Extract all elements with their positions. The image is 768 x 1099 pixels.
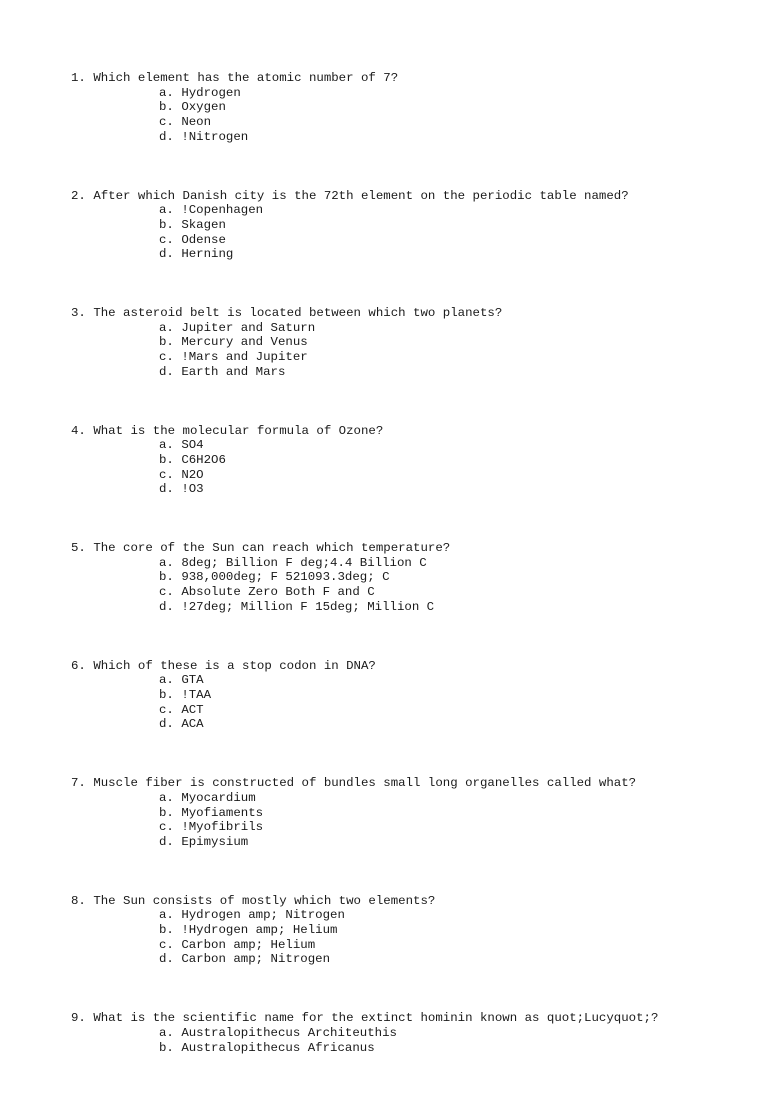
option-text: Neon [181, 115, 212, 130]
option-letter: a. [159, 438, 174, 453]
option-text: Carbon amp; Nitrogen [181, 952, 331, 967]
option-text: !Nitrogen [181, 129, 249, 144]
option-text: 8deg; Billion F deg;4.4 Billion C [181, 555, 427, 570]
answer-option [159, 570, 768, 585]
option-letter: a. [159, 203, 174, 218]
option-letter: b. [159, 217, 174, 232]
option-letter: b. [159, 923, 174, 938]
answer-option [159, 130, 768, 145]
answer-option [159, 717, 768, 732]
option-letter: d. [159, 364, 174, 379]
option-letter: c. [159, 585, 174, 600]
question-number: 5. [71, 541, 86, 556]
question-number: 2. [71, 188, 86, 203]
question-text [71, 776, 768, 791]
answer-option [159, 365, 768, 380]
option-letter: b. [159, 100, 174, 115]
option-letter: c. [159, 820, 174, 835]
option-text: Oxygen [181, 100, 226, 115]
question-text [71, 424, 768, 439]
option-text: Hydrogen [181, 85, 241, 100]
question-9 [0, 1011, 768, 1055]
option-text: 938,000deg; F 521093.3deg; C [181, 570, 390, 585]
answer-option [159, 468, 768, 483]
answer-option [159, 556, 768, 571]
option-text: Australopithecus Architeuthis [181, 1025, 397, 1040]
answer-option [159, 247, 768, 262]
option-letter: d. [159, 599, 174, 614]
question-text [71, 189, 768, 204]
question-number: 3. [71, 306, 86, 321]
question-number: 7. [71, 776, 86, 791]
question-number: 1. [71, 71, 86, 85]
answer-option [159, 923, 768, 938]
question-text [71, 541, 768, 556]
option-text: Earth and Mars [181, 364, 286, 379]
answer-option [159, 806, 768, 821]
question-prompt: The Sun consists of mostly which two elements? [93, 893, 436, 908]
answer-option [159, 335, 768, 350]
question-3 [0, 306, 768, 380]
option-text: Epimysium [181, 834, 249, 849]
question-text [71, 71, 768, 86]
option-text: Absolute Zero Both F and C [181, 585, 375, 600]
option-text: ACT [181, 702, 204, 717]
question-text [71, 894, 768, 909]
answer-option [159, 321, 768, 336]
option-text: ACA [181, 717, 204, 732]
answer-option [159, 820, 768, 835]
question-prompt: Which of these is a stop codon in DNA? [93, 658, 376, 673]
option-letter: d. [159, 247, 174, 262]
option-letter: c. [159, 232, 174, 247]
option-text: N2O [181, 467, 204, 482]
option-letter: b. [159, 570, 174, 585]
question-prompt: The core of the Sun can reach which temperature? [93, 541, 451, 556]
option-text: Jupiter and Saturn [181, 320, 316, 335]
option-text: Carbon amp; Helium [181, 937, 316, 952]
option-letter: d. [159, 717, 174, 732]
option-text: Myocardium [181, 790, 256, 805]
option-text: !Hydrogen amp; Helium [181, 923, 338, 938]
option-letter: a. [159, 908, 174, 923]
question-6 [0, 659, 768, 733]
option-text: !Myofibrils [181, 820, 264, 835]
answer-option [159, 453, 768, 468]
quiz-page [0, 71, 768, 1099]
answer-option [159, 600, 768, 615]
option-text: Mercury and Venus [181, 335, 308, 350]
option-letter: c. [159, 702, 174, 717]
option-text: Hydrogen amp; Nitrogen [181, 908, 345, 923]
answer-option [159, 952, 768, 967]
answer-option [159, 233, 768, 248]
question-8 [0, 894, 768, 968]
question-7 [0, 776, 768, 850]
option-letter: d. [159, 482, 174, 497]
answer-option [159, 585, 768, 600]
answer-option [159, 688, 768, 703]
option-text: !TAA [181, 687, 212, 702]
answer-option [159, 86, 768, 101]
option-letter: b. [159, 805, 174, 820]
option-letter: b. [159, 1040, 174, 1055]
option-text: GTA [181, 673, 204, 688]
question-prompt: Which element has the atomic number of 7? [93, 71, 399, 85]
option-text: !Copenhagen [181, 203, 264, 218]
option-letter: a. [159, 555, 174, 570]
option-text: Australopithecus Africanus [181, 1040, 375, 1055]
answer-option [159, 791, 768, 806]
question-4 [0, 424, 768, 498]
option-letter: b. [159, 452, 174, 467]
question-text [71, 659, 768, 674]
option-text: Skagen [181, 217, 226, 232]
answer-option [159, 1041, 768, 1056]
option-letter: c. [159, 115, 174, 130]
answer-option [159, 835, 768, 850]
option-letter: c. [159, 937, 174, 952]
answer-option [159, 908, 768, 923]
question-prompt: What is the molecular formula of Ozone? [93, 423, 384, 438]
question-number: 9. [71, 1011, 86, 1026]
option-text: !O3 [181, 482, 204, 497]
option-letter: c. [159, 350, 174, 365]
question-prompt: Muscle fiber is constructed of bundles small long organelles called what? [93, 776, 637, 791]
option-text: Myofiaments [181, 805, 264, 820]
question-number: 4. [71, 423, 86, 438]
answer-option [159, 115, 768, 130]
option-text: Herning [181, 247, 234, 262]
answer-option [159, 100, 768, 115]
answer-option [159, 203, 768, 218]
answer-option [159, 938, 768, 953]
option-letter: a. [159, 320, 174, 335]
option-letter: d. [159, 834, 174, 849]
option-letter: a. [159, 85, 174, 100]
option-letter: b. [159, 335, 174, 350]
option-text: C6H2O6 [181, 452, 226, 467]
option-letter: c. [159, 467, 174, 482]
option-letter: d. [159, 129, 174, 144]
answer-option [159, 703, 768, 718]
question-prompt: The asteroid belt is located between which two planets? [93, 306, 503, 321]
question-prompt: After which Danish city is the 72th element on the periodic table named? [93, 188, 629, 203]
question-1 [0, 71, 768, 145]
question-number: 8. [71, 893, 86, 908]
option-letter: a. [159, 790, 174, 805]
answer-option [159, 350, 768, 365]
answer-option [159, 482, 768, 497]
answer-option [159, 218, 768, 233]
question-prompt: What is the scientific name for the extinct hominin known as quot;Lucyquot;? [93, 1011, 659, 1026]
answer-option [159, 1026, 768, 1041]
option-text: SO4 [181, 438, 204, 453]
option-letter: b. [159, 687, 174, 702]
answer-option [159, 673, 768, 688]
option-text: !Mars and Jupiter [181, 350, 308, 365]
question-5 [0, 541, 768, 615]
option-letter: a. [159, 1025, 174, 1040]
option-letter: d. [159, 952, 174, 967]
option-text: !27deg; Million F 15deg; Million C [181, 599, 435, 614]
option-text: Odense [181, 232, 226, 247]
question-2 [0, 189, 768, 263]
question-text [71, 306, 768, 321]
option-letter: a. [159, 673, 174, 688]
question-number: 6. [71, 658, 86, 673]
answer-option [159, 438, 768, 453]
